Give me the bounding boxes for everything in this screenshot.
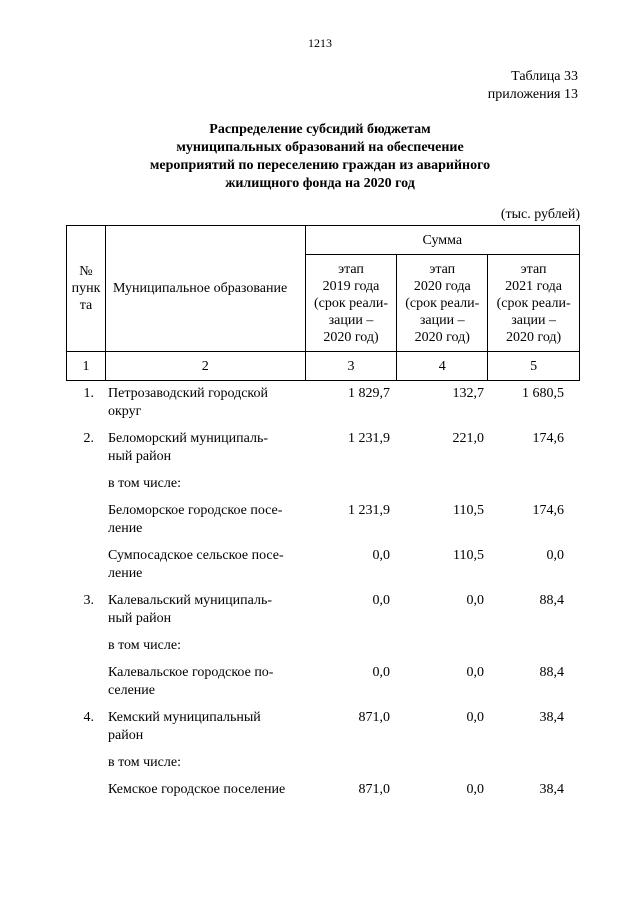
header-stage-2021: этап 2021 года (срок реали- зации – 2020 год) — [488, 255, 580, 352]
table-body — [66, 385, 580, 808]
row-number: 4. — [83, 710, 94, 725]
row-number: 1. — [83, 386, 94, 401]
value-2020: 110,5 — [453, 503, 484, 518]
value-2020: 110,5 — [453, 548, 484, 563]
value-2021: 174,6 — [532, 503, 564, 518]
title-line1: Распределение субсидий бюджетам — [209, 122, 431, 137]
value-2019: 1 231,9 — [348, 503, 390, 518]
header-stage-2020: этап 2020 года (срок реали- зации – 2020 год) — [397, 255, 488, 352]
municipality-name: Калевальское городское по- селение — [108, 665, 274, 698]
table-header — [66, 225, 580, 381]
value-2019: 871,0 — [358, 710, 390, 725]
title-line2: муниципальных образований на обеспечение — [176, 140, 464, 155]
table-row — [66, 475, 580, 502]
table-row — [66, 502, 580, 547]
value-2020: 0,0 — [466, 665, 484, 680]
table-row — [66, 664, 580, 709]
table-ref-line2: приложения 13 — [487, 87, 578, 102]
value-2021: 88,4 — [539, 665, 564, 680]
table-row — [66, 385, 580, 430]
value-2021: 88,4 — [539, 593, 564, 608]
table-row — [66, 754, 580, 781]
value-2020: 0,0 — [466, 782, 484, 797]
row-number: 2. — [83, 431, 94, 446]
value-2019: 0,0 — [372, 665, 390, 680]
document-title — [120, 121, 520, 193]
value-2020: 0,0 — [466, 710, 484, 725]
header-municipality: Муниципальное образование — [105, 226, 305, 352]
value-2020: 221,0 — [452, 431, 484, 446]
row-number: 3. — [83, 593, 94, 608]
table-row — [66, 430, 580, 475]
table-row — [66, 781, 580, 808]
municipality-name: Кемский муниципальный район — [108, 710, 261, 743]
value-2019: 0,0 — [372, 593, 390, 608]
value-2019: 871,0 — [358, 782, 390, 797]
subheading-including: в том числе: — [108, 755, 181, 770]
table-row — [66, 592, 580, 637]
table-row — [66, 637, 580, 664]
subheading-including: в том числе: — [108, 638, 181, 653]
title-line4: жилищного фонда на 2020 год — [225, 176, 415, 191]
col-number-3: 3 — [305, 352, 397, 381]
unit-note: (тыс. рублей) — [500, 207, 580, 222]
value-2021: 38,4 — [539, 710, 564, 725]
value-2021: 38,4 — [539, 782, 564, 797]
value-2019: 1 829,7 — [348, 386, 390, 401]
col-number-1: 1 — [67, 352, 106, 381]
value-2019: 0,0 — [372, 548, 390, 563]
table-ref-line1: Таблица 33 — [511, 69, 578, 84]
subheading-including: в том числе: — [108, 476, 181, 491]
col-number-4: 4 — [397, 352, 488, 381]
municipality-name: Петрозаводский городской округ — [108, 386, 269, 419]
value-2020: 0,0 — [466, 593, 484, 608]
table-row — [66, 547, 580, 592]
header-stage-2019: этап 2019 года (срок реали- зации – 2020 год) — [305, 255, 397, 352]
value-2020: 132,7 — [452, 386, 484, 401]
table-reference — [488, 68, 578, 104]
header-num: № пунк та — [67, 226, 106, 352]
value-2019: 1 231,9 — [348, 431, 390, 446]
title-line3: мероприятий по переселению граждан из аварийного — [149, 158, 491, 173]
municipality-name: Кемское городское поселение — [108, 782, 286, 797]
municipality-name: Беломорское городское посе- ление — [108, 503, 283, 536]
header-sum: Сумма — [305, 226, 579, 255]
col-number-2: 2 — [105, 352, 305, 381]
value-2021: 174,6 — [532, 431, 564, 446]
value-2021: 0,0 — [546, 548, 564, 563]
municipality-name: Сумпосадское сельское посе- ление — [108, 548, 284, 581]
municipality-name: Калевальский муниципаль- ный район — [108, 593, 273, 626]
table-row — [66, 709, 580, 754]
value-2021: 1 680,5 — [522, 386, 564, 401]
municipality-name: Беломорский муниципаль- ный район — [108, 431, 269, 464]
col-number-5: 5 — [488, 352, 580, 381]
page-number: 1213 — [308, 36, 332, 50]
